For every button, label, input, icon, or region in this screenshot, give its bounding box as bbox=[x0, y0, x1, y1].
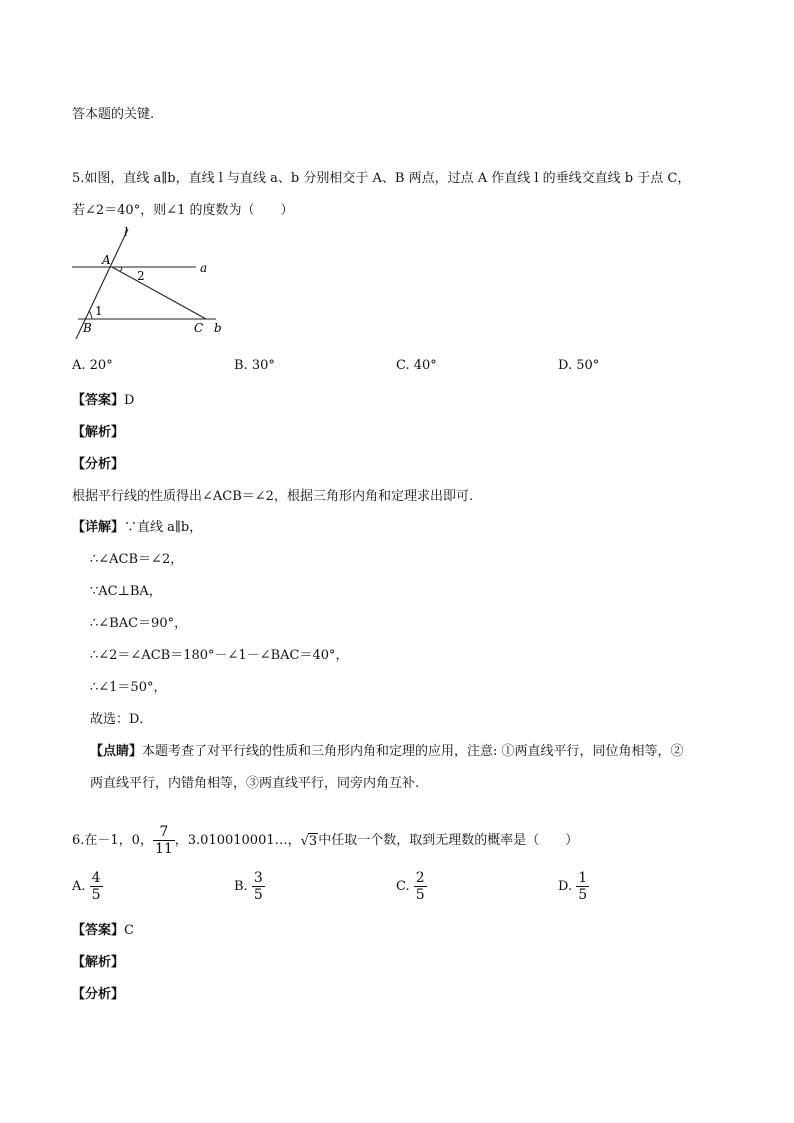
comment-tag: 【点睛】 bbox=[90, 744, 143, 759]
detail-tag: 【详解】 bbox=[72, 520, 125, 535]
answer-tag: 【答案】 bbox=[72, 393, 125, 408]
detail-first-line: ∵直线 a∥b， bbox=[124, 520, 203, 535]
angle-2-arc bbox=[120, 267, 122, 271]
q6-fenxi-tag: 【分析】 bbox=[72, 987, 125, 1002]
q5-answer bbox=[72, 389, 134, 408]
label-b: b bbox=[214, 321, 222, 335]
q5-option-c: C. 40° bbox=[396, 358, 437, 373]
label-a: a bbox=[200, 261, 208, 275]
q5-comment-line2: 两直线平行，内错角相等，③两直线平行，同旁内角互补. bbox=[90, 776, 420, 791]
q5-step-2: ∵AC⊥BA， bbox=[90, 584, 162, 599]
segment-AC bbox=[112, 267, 206, 319]
q6-stem-prefix: 6.在－1，0， bbox=[72, 833, 153, 849]
q6-option-a: A. $\frac{4}{5}$ bbox=[72, 870, 101, 904]
q6-stem-mid: ，3.010010001…， bbox=[174, 833, 301, 849]
label-B: B bbox=[83, 321, 92, 335]
q5-fenxi-tag: 【分析】 bbox=[72, 457, 125, 472]
previous-answer-tail: 答本题的关键. bbox=[72, 107, 155, 122]
q6-option-b: B. $\frac{3}{5}$ bbox=[234, 870, 263, 904]
answer-value: C bbox=[124, 923, 134, 938]
q5-detail bbox=[72, 516, 202, 535]
label-A: A bbox=[102, 253, 111, 267]
q6-stem-suffix: 中任取一个数，取到无理数的概率是（ ） bbox=[318, 833, 579, 849]
q5-stem-line1: 5.如图，直线 a∥b，直线 l 与直线 a、b 分别相交于 A、B 两点，过点 A 作直线 l 的垂线交直线 b 于点 C， bbox=[72, 171, 691, 186]
q5-stem-line2: 若∠2＝40°，则∠1 的度数为（ ） bbox=[72, 203, 294, 218]
q5-step-1: ∴∠ACB＝∠2， bbox=[90, 552, 184, 567]
comment-text: 本题考查了对平行线的性质和三角形内角和定理的应用，注意: ①两直线平行，同位角相等，② bbox=[142, 744, 684, 759]
q6-answer bbox=[72, 919, 134, 938]
q5-step-3: ∴∠BAC＝90°， bbox=[90, 616, 188, 631]
q5-comment-line1 bbox=[90, 740, 684, 759]
q6-option-c: C. $\frac{2}{5}$ bbox=[396, 870, 425, 904]
option-d-fraction: $\frac{1}{5}$ bbox=[578, 870, 588, 904]
fraction-7-11: $\frac{7}{11}$ bbox=[154, 824, 173, 858]
label-C: C bbox=[194, 321, 204, 335]
q5-option-b: B. 30° bbox=[234, 358, 275, 373]
angle-1-arc bbox=[89, 311, 92, 319]
q5-analysis-text: 根据平行线的性质得出∠ACB＝∠2，根据三角形内角和定理求出即可. bbox=[72, 489, 474, 504]
q5-geometry-figure bbox=[68, 225, 228, 340]
q5-option-d: D. 50° bbox=[558, 358, 600, 373]
answer-value: D bbox=[124, 393, 135, 408]
label-l: l bbox=[124, 225, 128, 239]
label-2: 2 bbox=[137, 269, 145, 283]
q5-step-4: ∴∠2＝∠ACB＝180°－∠1－∠BAC＝40°， bbox=[90, 648, 349, 663]
option-b-fraction: $\frac{3}{5}$ bbox=[253, 870, 263, 904]
label-1: 1 bbox=[95, 304, 103, 318]
answer-tag: 【答案】 bbox=[72, 923, 125, 938]
option-c-fraction: $\frac{2}{5}$ bbox=[415, 870, 425, 904]
q6-option-d: D. $\frac{1}{5}$ bbox=[558, 870, 588, 904]
q6-jiexi-tag: 【解析】 bbox=[72, 955, 125, 970]
q5-jiexi-tag: 【解析】 bbox=[72, 425, 125, 440]
option-a-fraction: $\frac{4}{5}$ bbox=[91, 870, 101, 904]
sqrt-3: √3 bbox=[300, 833, 318, 849]
q5-option-a: A. 20° bbox=[72, 358, 113, 373]
q6-stem bbox=[72, 824, 578, 857]
q5-step-5: ∴∠1＝50°， bbox=[90, 680, 167, 695]
q5-step-6: 故选：D． bbox=[90, 712, 153, 727]
